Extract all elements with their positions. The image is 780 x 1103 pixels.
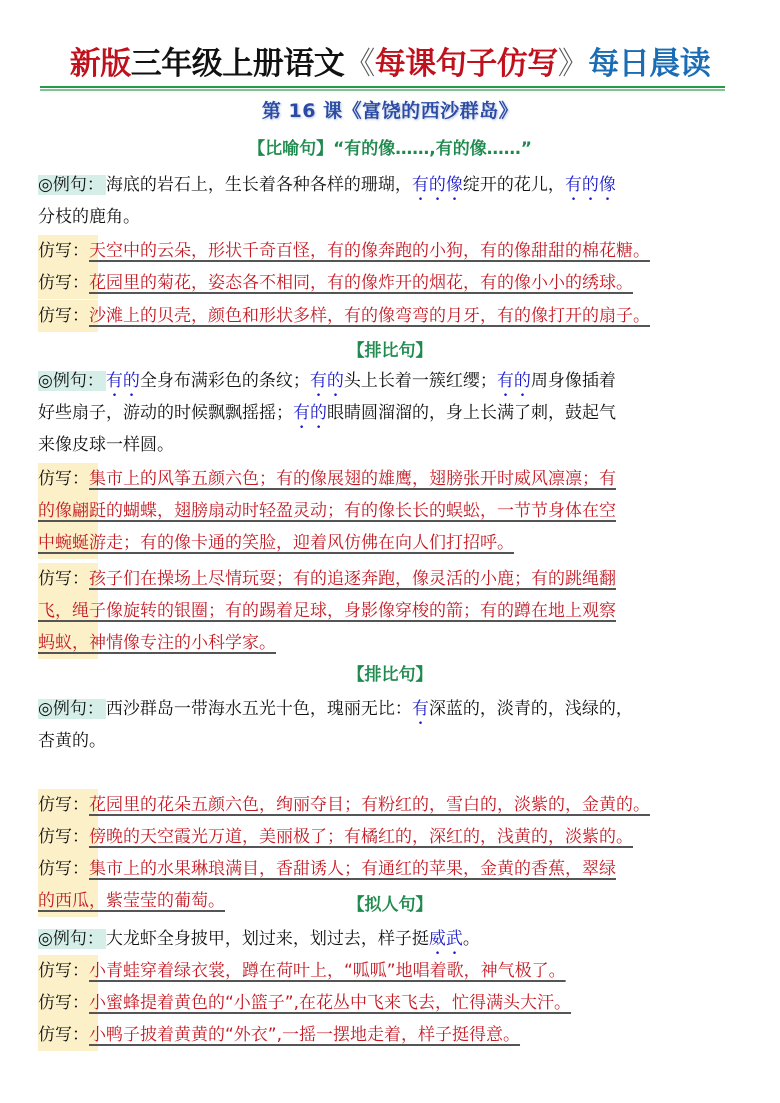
example-text: 来像皮球一样圆。 — [38, 435, 174, 455]
section-heading: 【比喻句】“有的像……,有的像……” — [248, 139, 532, 159]
imitation-label: 仿写： — [38, 1025, 89, 1045]
imitation-text: 花园里的花朵五颜六色，绚丽夺目；有粉红的，雪白的，淡紫的，金黄的。 — [89, 795, 650, 815]
example-text: 头上长着一簇红缨； — [343, 371, 497, 391]
imitation-text: 小蜜蜂提着黄色的“小篮子”,在花丛中飞来飞去，忙得满头大汗。 — [89, 993, 572, 1013]
highlighted-keyword: 有的 — [496, 371, 531, 391]
title-part: 每日晨读 — [588, 46, 711, 82]
example-sentence-line — [38, 400, 616, 433]
section-heading: 【排比句】 — [347, 341, 433, 361]
imitation-label: 仿写： — [38, 859, 89, 879]
imitation-label: 仿写： — [38, 569, 89, 589]
imitation-text: 小鸭子披着黄黄的“外衣”,一摇一摆地走着，样子挺得意。 — [89, 1025, 521, 1045]
example-sentence-line — [38, 926, 480, 959]
imitation-text: 天空中的云朵，形状千奇百怪，有的像奔跑的小狗，有的像甜甜的棉花糖。 — [89, 241, 650, 261]
example-text: 大龙虾全身披甲，划过来，划过去，样子挺 — [105, 929, 429, 949]
section-heading: 【拟人句】 — [347, 895, 433, 915]
imitation-text: 的西瓜，紫莹莹的葡萄。 — [38, 891, 225, 911]
highlighted-keyword: 威武 — [428, 929, 463, 949]
imitation-text: 小青蛙穿着绿衣裳，蹲在荷叶上，“呱呱”地唱着歌，神气极了。 — [89, 961, 566, 981]
example-text: 全身布满彩色的条纹； — [139, 371, 310, 391]
imitation-text: 集市上的水果琳琅满目，香甜诱人；有通红的苹果，金黄的香蕉，翠绿 — [89, 859, 616, 879]
example-text: 深蓝的，淡青的，浅绿的， — [428, 699, 633, 719]
imitation-label: 仿写： — [38, 993, 89, 1013]
imitation-text: 中蜿蜒游走；有的像卡通的笑脸，迎着风仿佛在向人们打招呼。 — [38, 533, 514, 553]
imitation-label: 仿写： — [38, 306, 89, 326]
title-part: 新版 — [69, 46, 131, 82]
example-text: 分枝的鹿角。 — [38, 207, 140, 227]
example-label: ◎例句： — [38, 699, 104, 719]
title-underline — [40, 86, 725, 88]
imitation-label: 仿写： — [38, 827, 89, 847]
highlighted-keyword: 有的 — [309, 371, 344, 391]
highlighted-keyword: 有 — [411, 699, 429, 719]
imitation-sentence-line — [38, 856, 616, 882]
example-text: 。 — [462, 929, 480, 949]
example-label: ◎例句： — [38, 175, 104, 195]
imitation-text: 集市上的风筝五颜六色；有的像展翅的雄鹰，翅膀张开时威风凛凛；有 — [89, 469, 616, 489]
example-sentence-line — [38, 728, 106, 754]
example-label: ◎例句： — [38, 371, 104, 391]
imitation-text: 蚂蚁，神情像专注的小科学家。 — [38, 633, 276, 653]
imitation-text: 沙滩上的贝壳，颜色和形状多样，有的像弯弯的月牙，有的像打开的扇子。 — [89, 306, 650, 326]
imitation-text: 的像翩跹的蝴蝶，翅膀扇动时轻盈灵动；有的像长长的蜈蚣，一节节身体在空 — [38, 501, 616, 521]
title-part: 三年级上册语文 — [130, 46, 345, 82]
example-text: 周身像插着 — [530, 371, 616, 391]
imitation-sentence-line — [38, 598, 616, 624]
highlighted-keyword: 有的像 — [564, 175, 616, 195]
imitation-sentence-line — [38, 566, 616, 592]
imitation-sentence-line — [38, 958, 566, 984]
imitation-label: 仿写： — [38, 795, 89, 815]
title-part: 》 — [557, 46, 589, 82]
imitation-sentence-line — [38, 824, 633, 850]
example-sentence-line — [38, 172, 616, 205]
example-text: 西沙群岛一带海水五光十色，瑰丽无比： — [105, 699, 412, 719]
page-title — [40, 44, 740, 84]
example-sentence-line — [38, 432, 174, 458]
highlighted-keyword: 有的 — [105, 371, 140, 391]
imitation-sentence-line — [38, 630, 276, 656]
imitation-sentence-line — [38, 466, 616, 492]
title-part: 每课句子仿写 — [374, 46, 558, 82]
example-sentence-line — [38, 204, 140, 230]
imitation-label: 仿写： — [38, 273, 89, 293]
imitation-sentence-line — [38, 990, 571, 1016]
imitation-label: 仿写： — [38, 961, 89, 981]
imitation-sentence-line — [38, 303, 650, 329]
imitation-sentence-line — [38, 498, 616, 524]
imitation-sentence-line — [38, 792, 650, 818]
example-text: 海底的岩石上，生长着各种各样的珊瑚， — [105, 175, 412, 195]
imitation-text: 花园里的菊花，姿态各不相同，有的像炸开的烟花，有的像小小的绣球。 — [89, 273, 633, 293]
example-text: 眼睛圆溜溜的，身上长满了刺，鼓起气 — [327, 403, 616, 423]
imitation-text: 傍晚的天空霞光万道，美丽极了；有橘红的，深红的，浅黄的，淡紫的。 — [89, 827, 633, 847]
title-part: 《 — [344, 46, 375, 82]
imitation-label: 仿写： — [38, 469, 89, 489]
imitation-sentence-line — [38, 1022, 520, 1048]
example-label: ◎例句： — [38, 929, 104, 949]
imitation-sentence-line — [38, 238, 650, 264]
example-sentence-line — [38, 696, 633, 729]
example-sentence-line — [38, 368, 616, 401]
highlighted-keyword: 有的像 — [411, 175, 463, 195]
example-text: 绽开的花儿， — [462, 175, 565, 195]
lesson-subtitle: 第 16 课《富饶的西沙群岛》 — [261, 100, 519, 122]
imitation-sentence-line — [38, 270, 633, 296]
imitation-sentence-line — [38, 530, 514, 556]
example-text: 好些扇子，游动的时候飘飘摇摇； — [38, 403, 293, 423]
section-heading: 【排比句】 — [347, 665, 433, 685]
imitation-label: 仿写： — [38, 241, 89, 261]
imitation-text: 飞，绳子像旋转的银圈；有的踢着足球，身影像穿梭的箭；有的蹲在地上观察 — [38, 601, 616, 621]
highlighted-keyword: 有的 — [293, 403, 327, 423]
imitation-text: 孩子们在操场上尽情玩耍；有的追逐奔跑，像灵活的小鹿；有的跳绳翻 — [89, 569, 616, 589]
example-text: 杏黄的。 — [38, 731, 106, 751]
